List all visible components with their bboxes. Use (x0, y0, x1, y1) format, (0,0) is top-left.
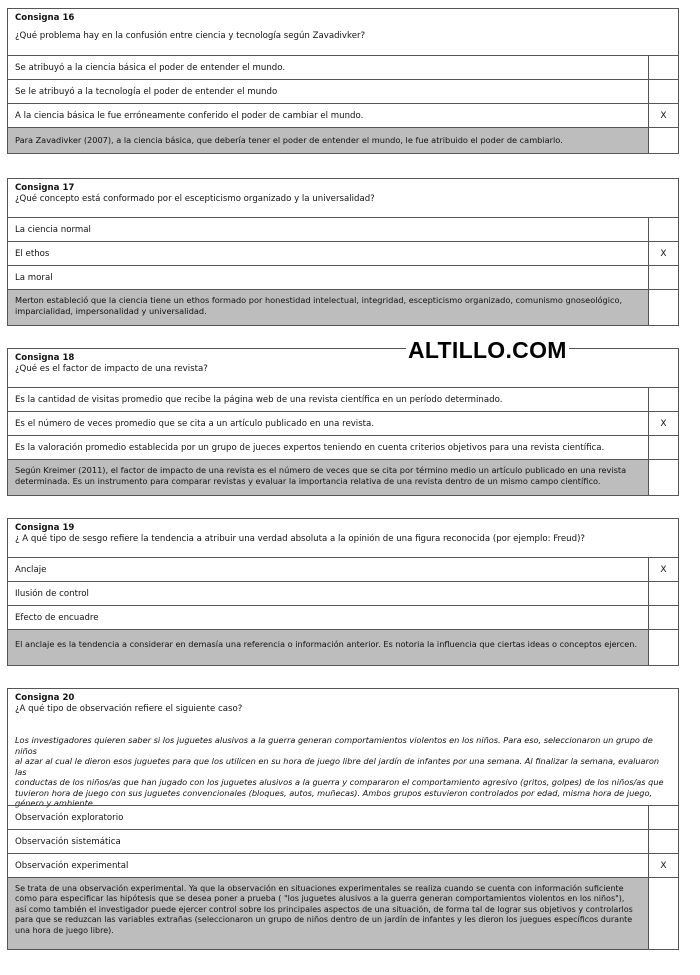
answer-mark-cell: X (648, 242, 678, 265)
option-text: Es la cantidad de visitas promedio que recibe la página web de una revista científica en un período determinado. (15, 394, 503, 405)
explanation-line: así como también el investigador puede ejercer control sobre los principales aspectos de una situación, de forma tal de lograr sus objetivos y controlarlos (15, 904, 633, 914)
question-title: Consigna 19 (15, 523, 75, 533)
explanation-line: Se trata de una observación experimental. Ya que la observación en situaciones experimentales se realiza cuando se cuenta con información suficiente (15, 884, 624, 893)
case-description (8, 727, 678, 808)
answer-option[interactable] (8, 581, 678, 605)
explanation-line: determinada. Es un instrumento para comparar revistas y evaluar la importancia relativa de una revista dentro de un mismo campo científico. (15, 475, 601, 486)
answer-option[interactable] (8, 805, 678, 829)
consigna-18-block (7, 348, 679, 496)
explanation-line: Según Kreimer (2011), el factor de impacto de una revista es el número de veces que se cita por término medio un artículo publicado en una revista (15, 465, 627, 475)
option-text: La ciencia normal (15, 224, 91, 235)
answer-option[interactable] (8, 411, 678, 435)
empty-mark-cell (648, 630, 678, 665)
option-text: Efecto de encuadre (15, 612, 99, 623)
option-text: El ethos (15, 248, 50, 259)
question-header (8, 349, 678, 387)
consigna-19-block (7, 518, 679, 666)
question-header (8, 519, 678, 557)
explanation-box (8, 459, 678, 495)
case-line: conductas de los niños/as que han jugado con los juguetes alusivos a la guerra y compararon el comportamiento agresivo (gritos, golpes) de los niños/as que (15, 777, 664, 787)
answer-mark-cell: X (648, 558, 678, 581)
option-text: Observación exploratorio (15, 812, 124, 823)
altillo-watermark: ALTILLO.COM (408, 337, 567, 363)
option-text: La moral (15, 272, 53, 283)
empty-mark-cell (648, 878, 678, 949)
answer-option[interactable] (8, 79, 678, 103)
case-line: Los investigadores quieren saber si los juguetes alusivos a la guerra generan comportamientos violentos en los niños. Para eso, seleccionaron un grupo de niños (15, 735, 653, 756)
explanation-box (8, 877, 678, 949)
answer-option[interactable] (8, 241, 678, 265)
case-line: género y ambiente. (15, 798, 96, 808)
question-text: ¿Qué problema hay en la confusión entre ciencia y tecnología según Zavadivker? (15, 31, 366, 41)
explanation-line: Para Zavadivker (2007), a la ciencia básica, que debería tener el poder de entender el mundo, le fue atribuido el poder de cambiarlo. (15, 135, 563, 145)
answer-mark-cell: X (648, 854, 678, 877)
explanation-box (8, 289, 678, 325)
answer-mark-cell (648, 266, 678, 289)
explanation-line: El anclaje es la tendencia a considerar en demasía una referencia o información anterior. Es notoria la influencia que ciertas ideas o conceptos ejercen. (15, 639, 638, 649)
answer-mark-cell (648, 56, 678, 79)
option-text: Es el número de veces promedio que se cita a un artículo publicado en una revista. (15, 418, 375, 429)
explanation-box (8, 127, 678, 153)
answer-option[interactable] (8, 265, 678, 289)
answer-mark-cell (648, 80, 678, 103)
answer-option[interactable] (8, 829, 678, 853)
option-text: Se le atribuyó a la tecnología el poder de entender el mundo (15, 86, 278, 97)
answer-option[interactable] (8, 55, 678, 79)
consigna-20-block (7, 688, 679, 950)
empty-mark-cell (648, 460, 678, 495)
question-header (8, 689, 678, 727)
question-title: Consigna 20 (15, 693, 75, 703)
question-title: Consigna 16 (15, 13, 75, 23)
answer-option[interactable] (8, 217, 678, 241)
answer-mark-cell (648, 582, 678, 605)
answer-option[interactable] (8, 853, 678, 877)
consigna-17-block (7, 178, 679, 326)
answer-mark-cell: X (648, 104, 678, 127)
consigna-16-block (7, 8, 679, 154)
explanation-line: como para especificar las hipótesis que se desea poner a prueba ( "los juguetes alusivos a la guerra generan comportamientos violentos en los niños"), (15, 894, 625, 904)
option-text: Observación experimental (15, 860, 129, 871)
explanation-box (8, 629, 678, 665)
answer-mark-cell (648, 436, 678, 459)
empty-mark-cell (648, 128, 678, 153)
answer-option[interactable] (8, 557, 678, 581)
option-text: Ilusión de control (15, 588, 89, 599)
option-text: Observación sistemática (15, 836, 121, 847)
explanation-line: para que se reduzcan las variables extrañas (seleccionaron un grupo de niños dentro de un jardín de infantes y les dieron los juegues específicos durante (15, 915, 633, 925)
explanation-line: Merton estableció que la ciencia tiene un ethos formado por honestidad intelectual, integridad, escepticismo organizado, comunismo gnoseológico, (15, 295, 623, 305)
explanation-line: una hora de juego libre). (15, 925, 114, 935)
answer-mark-cell (648, 806, 678, 829)
question-header (8, 9, 678, 55)
option-text: A la ciencia básica le fue erróneamente conferido el poder de cambiar el mundo. (15, 110, 364, 121)
case-line: tuvieron hora de juego con sus juguetes convencionales (bloques, autos, muñecas). Ambos grupos estuvieron controlados por edad, misma hora de juego, (15, 787, 653, 798)
option-text: Se atribuyó a la ciencia básica el poder de entender el mundo. (15, 62, 286, 73)
answer-mark-cell (648, 388, 678, 411)
question-text: ¿Qué es el factor de impacto de una revista? (15, 364, 208, 374)
question-header (8, 179, 678, 217)
answer-mark-cell (648, 830, 678, 853)
answer-mark-cell: X (648, 412, 678, 435)
answer-option[interactable] (8, 103, 678, 127)
option-text: Anclaje (15, 564, 47, 575)
answer-mark-cell (648, 218, 678, 241)
empty-mark-cell (648, 290, 678, 325)
case-line: al azar al cual le dieron esos juguetes para que los utilicen en su hora de juego libre del jardín de infantes por una semana. Al finalizar la semana, evaluaron las (15, 756, 660, 777)
question-text: ¿Qué concepto está conformado por el escepticismo organizado y la universalidad? (15, 194, 375, 204)
explanation-line: imparcialidad, impersonalidad y universalidad. (15, 305, 207, 316)
answer-option[interactable] (8, 605, 678, 629)
answer-mark-cell (648, 606, 678, 629)
question-title: Consigna 18 (15, 353, 75, 363)
answer-option[interactable] (8, 387, 678, 411)
question-text: ¿ A qué tipo de sesgo refiere la tendencia a atribuir una verdad absoluta a la opinión de una figura reconocida (por ejemplo: Freud)? (15, 534, 585, 544)
answer-option[interactable] (8, 435, 678, 459)
option-text: Es la valoración promedio establecida por un grupo de jueces expertos teniendo en cuenta criterios objetivos para una revista científica. (15, 442, 605, 453)
question-title: Consigna 17 (15, 183, 75, 193)
question-text: ¿A qué tipo de observación refiere el siguiente caso? (15, 704, 243, 714)
